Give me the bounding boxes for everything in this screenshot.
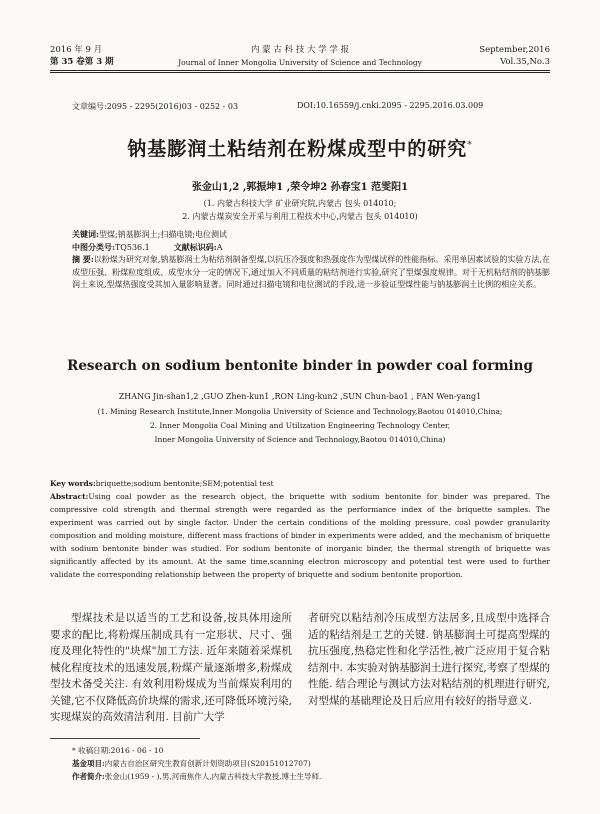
fund-label: 基金项目: xyxy=(72,759,105,768)
header-date-en: September,2016 xyxy=(479,45,550,55)
body-paragraph-left: 型煤技术是以适当的工艺和设备,按具体用途所要求的配比,将粉煤压制成具有一定形状、尺寸、强度及理化特性的"块煤"加工方法. 近年来随着采煤机械化程度技术的迅速发展,粉煤产量逐渐增多,粉煤成型技术备受关注. 有效利用粉煤成为当前煤炭利用的关键,它不仅降低高价块煤的需求,还可降低环境污染,实现煤炭的高效清洁利用. 目前广大学 xyxy=(50,612,292,723)
keywords-en-label: Key words: xyxy=(50,479,96,488)
body-paragraph-right: 者研究以粘结剂冷压成型方法居多,且成型中选择合适的粘结剂是工艺的关键. 钠基膨润土可提高型煤的抗压强度,热稳定性和化学活性,被广泛应用于复合粘结剂中. 本实验对钠基膨润土进行探究,考察了型煤的性能. 结合理论与测试方法对粘结剂的机理进行研究,对型煤的基础理论及日后应用有较好的指导意义. xyxy=(308,612,550,707)
header-rule-thin xyxy=(50,72,550,73)
header-rule xyxy=(50,70,550,71)
author-bio-text: 张金山(1959 - ),男,河南焦作人,内蒙古科技大学教授,博士生导师. xyxy=(104,772,322,781)
affiliation-en-1: (1. Mining Research Institute,Inner Mongolia University of Science and Technology,Baotou 014010,China; xyxy=(97,407,503,416)
fund-text: 内蒙古自治区研究生教育创新计划资助项目(S20151012707) xyxy=(104,759,311,768)
keywords-cn-label: 关键词: xyxy=(72,229,99,239)
header-volume-cn: 第 35 卷第 3 期 xyxy=(50,57,114,67)
abstract-cn xyxy=(72,253,550,292)
doc-code: A xyxy=(216,243,223,252)
doi: DOI:10.16559/j.cnki.2095 - 2295.2016.03.009 xyxy=(297,101,484,110)
affiliation-cn-2: 2. 内蒙古煤炭安全开采与利用工程技术中心,内蒙古 包头 014010) xyxy=(182,212,418,221)
journal-name-en: Journal of Inner Mongolia University of Science and Technology xyxy=(178,58,422,67)
clc-label: 中图分类号: xyxy=(72,242,115,252)
affiliation-en-3: Inner Mongolia University of Science and Technology,Baotou 014010,China) xyxy=(154,435,446,444)
journal-name-cn: 内 蒙 古 科 技 大 学 学 报 xyxy=(250,45,350,55)
received-label: * 收稿日期: xyxy=(72,746,111,755)
footnote-fund xyxy=(72,758,311,770)
body-column-left xyxy=(50,610,292,726)
clc-code: TQ536.1 xyxy=(114,243,150,252)
title-cn xyxy=(0,134,600,161)
header-date-cn: 2016 年 9 月 xyxy=(50,45,103,55)
abstract-cn-label: 摘 要: xyxy=(72,254,94,264)
authors-cn: 张金山1,2 ,郭振坤1 ,荣令坤2 孙春宝1 范雯阳1 xyxy=(191,182,409,193)
keywords-en-text: briquette;sodium bentonite;SEM;potential test xyxy=(95,479,274,488)
footnote-author xyxy=(72,771,321,783)
body-column-right xyxy=(308,610,550,709)
abstract-en xyxy=(50,490,550,581)
affiliation-cn-1: (1. 内蒙古科技大学 矿业研究院,内蒙古 包头 014010; xyxy=(203,199,397,208)
authors-en: ZHANG Jin-shan1,2 ,GUO Zhen-kun1 ,RON Ling-kun2 ,SUN Chun-bao1 , FAN Wen-yang1 xyxy=(118,392,482,401)
title-en: Research on sodium bentonite binder in powder coal forming xyxy=(67,358,533,374)
doc-code-label: 文献标识码: xyxy=(173,242,217,252)
keywords-cn xyxy=(72,228,227,242)
header-volume-en: Vol.35,No.3 xyxy=(500,57,550,67)
author-bio-label: 作者简介: xyxy=(72,772,105,781)
abstract-cn-text: 以粉煤为研究对象,钠基膨润土为粘结剂制备型煤,以抗压冷强度和热强度作为型煤试样的性能指标。采用单因素试验的实验方法,在成型压强、粉煤粒度组成、成型水分一定的情况下,通过加入不同质量的粘结剂进行实验,研究了型煤强度规律。对于无机粘结剂的钠基膨润土来说,型煤热强度受其加入量影响显著。同时通过扫描电镜和电位测试的手段,进一步验证型煤性能与钠基膨润土比例的相应关系。 xyxy=(72,255,550,289)
footnote-received xyxy=(72,745,163,757)
title-footnote-mark: * xyxy=(467,140,473,151)
received-date: 2016 - 06 - 10 xyxy=(110,746,164,755)
title-cn-text: 钠基膨润土粘结剂在粉煤成型中的研究 xyxy=(127,138,468,160)
footnote-rule xyxy=(50,738,200,739)
keywords-cn-text: 型煤;钠基膨润土;扫描电镜;电位测试 xyxy=(98,230,228,239)
affiliation-en-2: 2. Inner Mongolia Coal Mining and Utilization Engineering Technology Center, xyxy=(149,421,451,430)
abstract-en-label: Abstract: xyxy=(50,492,89,501)
article-number: 文章编号:2095 - 2295(2016)03 - 0252 - 03 xyxy=(72,102,239,111)
abstract-en-text: Using coal powder as the research object, the briquette with sodium bentonite for binder was prepared. The compressive cold strength and thermal strength were regarded as the performance index of the briquette samples. The experiment was carried out by single factor. Under the certain conditions of the molding pressure, coal powder granularity composition and molding moisture, different mass fractions of binder in experiments were added, and the mechanism of briquette with sodium bentonite binder was studied. For sodium bentonite of inorganic binder, the thermal strength of briquette was significantly affected by its amount. At the same time,scanning electron microscopy and potential test were used to further validate the corresponding relationship between the property of briquette and sodium bentonite proportion. xyxy=(50,492,550,579)
keywords-en xyxy=(50,477,550,490)
